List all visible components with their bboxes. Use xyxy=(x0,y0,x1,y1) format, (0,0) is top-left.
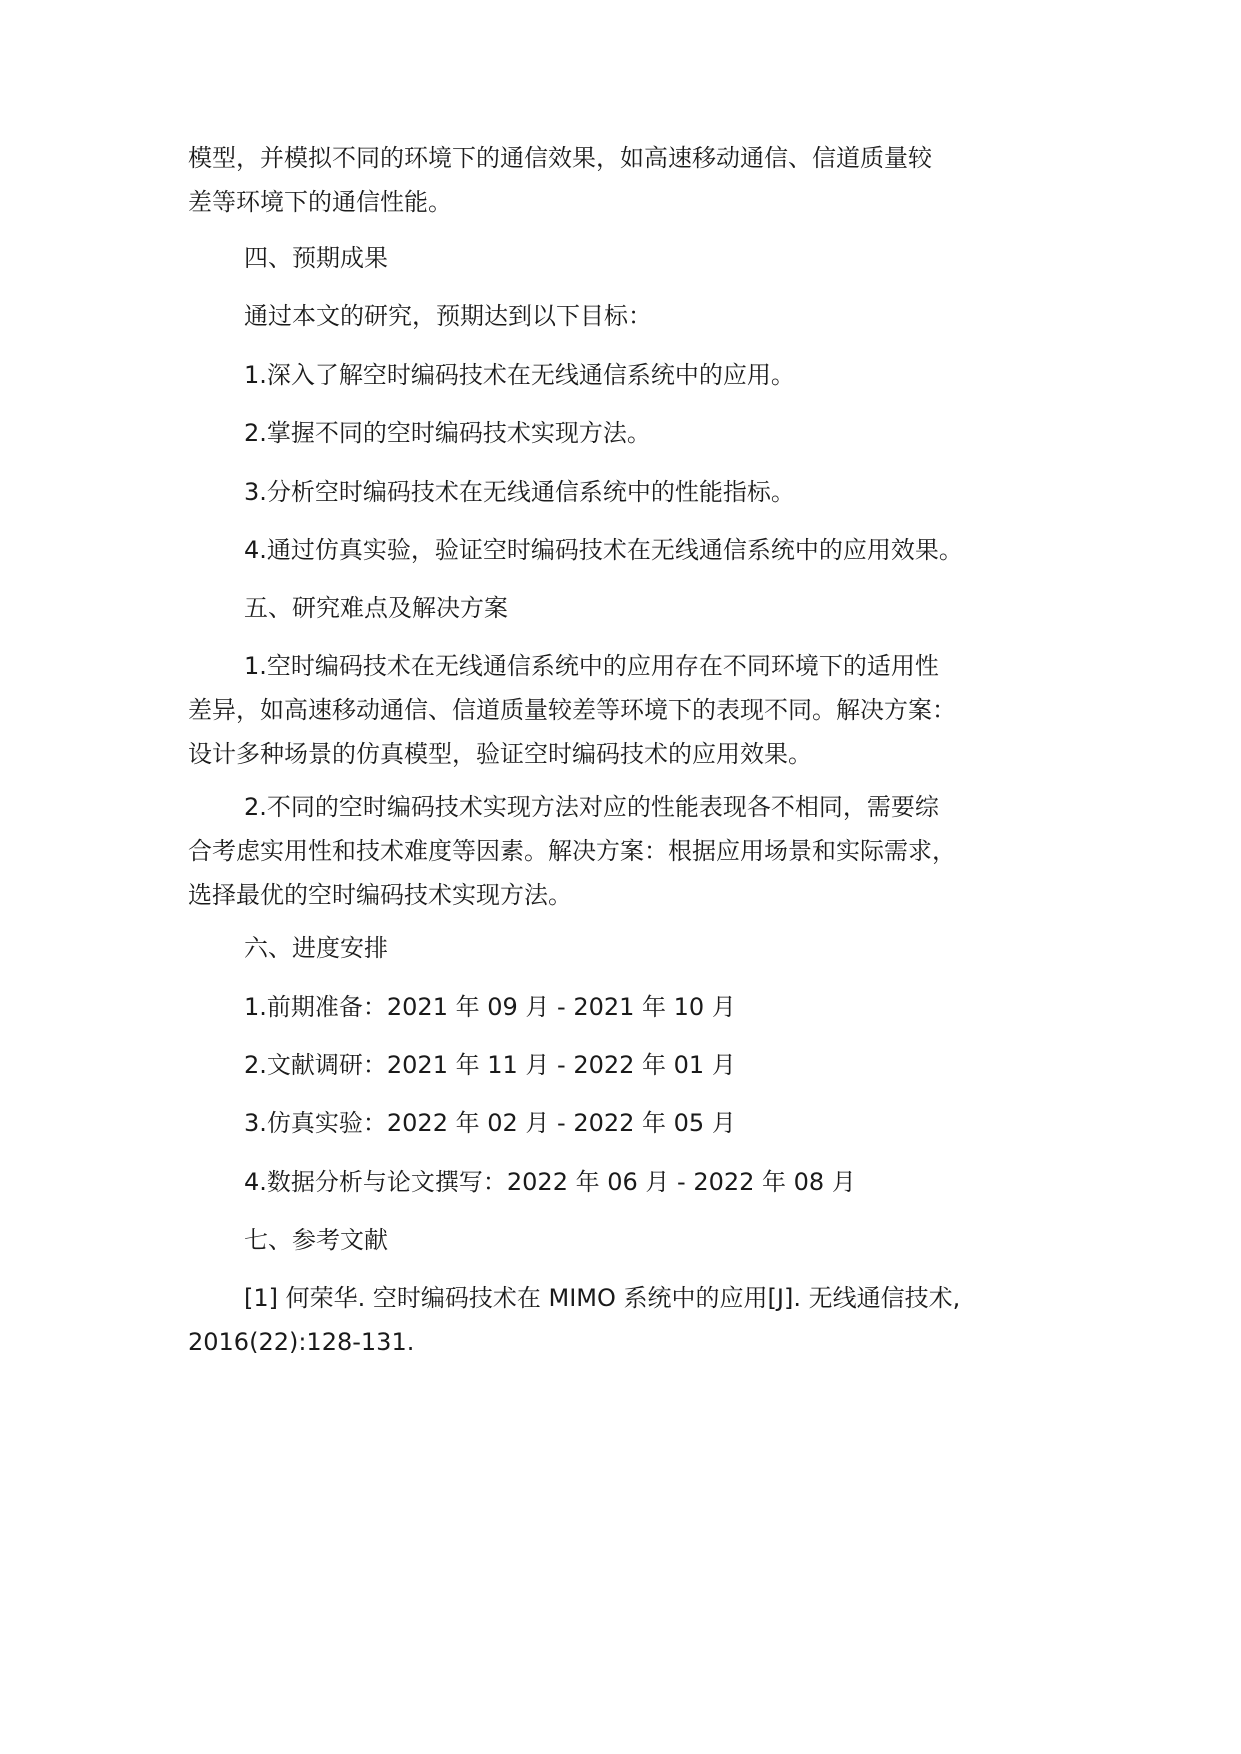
paragraph-line: 2.不同的空时编码技术实现方法对应的性能表现各不相同，需要综 xyxy=(244,793,939,821)
list-item-text: 2.掌握不同的空时编码技术实现方法。 xyxy=(244,419,651,447)
paragraph-line: 合考虑实用性和技术难度等因素。解决方案：根据应用场景和实际需求， xyxy=(188,837,956,865)
intro-line: 模型，并模拟不同的环境下的通信效果，如高速移动通信、信道质量较 xyxy=(188,144,932,172)
section-heading-expected-results xyxy=(188,236,1088,280)
section-heading-schedule xyxy=(188,926,1088,970)
intro-paragraph xyxy=(188,136,1088,224)
paragraph-line: 设计多种场景的仿真模型，验证空时编码技术的应用效果。 xyxy=(188,740,812,768)
schedule-item-text: 2.文献调研：2021 年 11 月 - 2022 年 01 月 xyxy=(244,1051,736,1079)
schedule-item xyxy=(188,985,1088,1029)
reference-line: [1] 何荣华. 空时编码技术在 MIMO 系统中的应用[J]. 无线通信技术, xyxy=(244,1284,961,1312)
paragraph-line: 1.空时编码技术在无线通信系统中的应用存在不同环境下的适用性 xyxy=(244,652,939,680)
paragraph-line: 差异，如高速移动通信、信道质量较差等环境下的表现不同。解决方案： xyxy=(188,696,956,724)
paragraph-line: 通过本文的研究，预期达到以下目标： xyxy=(244,302,652,330)
schedule-item-text: 3.仿真实验：2022 年 02 月 - 2022 年 05 月 xyxy=(244,1109,736,1137)
list-item-text: 1.深入了解空时编码技术在无线通信系统中的应用。 xyxy=(244,361,795,389)
list-item xyxy=(188,528,1088,572)
intro-line: 差等环境下的通信性能。 xyxy=(188,188,452,216)
schedule-item xyxy=(188,1043,1088,1087)
list-item xyxy=(188,411,1088,455)
schedule-item xyxy=(188,1160,1088,1204)
difficulty-paragraph-2 xyxy=(188,785,1088,917)
list-item xyxy=(188,353,1088,397)
paragraph-line: 选择最优的空时编码技术实现方法。 xyxy=(188,881,572,909)
list-item-text: 4.通过仿真实验，验证空时编码技术在无线通信系统中的应用效果。 xyxy=(244,536,963,564)
schedule-item xyxy=(188,1101,1088,1145)
section4-intro xyxy=(188,294,1088,338)
schedule-item-text: 4.数据分析与论文撰写：2022 年 06 月 - 2022 年 08 月 xyxy=(244,1168,856,1196)
section-heading-references xyxy=(188,1218,1088,1262)
list-item xyxy=(188,470,1088,514)
section-heading: 四、预期成果 xyxy=(244,244,388,272)
difficulty-paragraph-1 xyxy=(188,644,1088,776)
schedule-item-text: 1.前期准备：2021 年 09 月 - 2021 年 10 月 xyxy=(244,993,736,1021)
section-heading: 七、参考文献 xyxy=(244,1226,388,1254)
section-heading-difficulties xyxy=(188,586,1088,630)
section-heading: 六、进度安排 xyxy=(244,934,388,962)
section-heading: 五、研究难点及解决方案 xyxy=(244,594,508,622)
reference-line: 2016(22):128-131. xyxy=(188,1328,415,1356)
reference-entry xyxy=(188,1276,1088,1364)
list-item-text: 3.分析空时编码技术在无线通信系统中的性能指标。 xyxy=(244,478,795,506)
